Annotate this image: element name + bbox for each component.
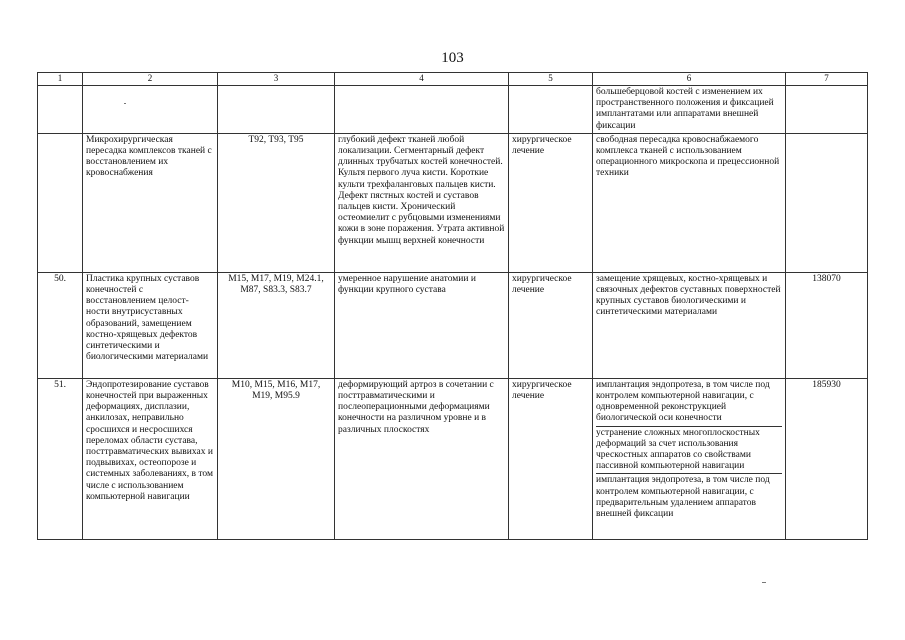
procedure-name [83,86,218,134]
patient-model: умеренное нарушение анатомии и функции крупного сустава [335,272,509,378]
price [786,86,868,134]
price: 138070 [786,272,868,378]
patient-model: глубокий дефект тканей любой локализации. Сегментарный дефект длинных трубчатых костей конечностей. Культя первого луча кисти. Короткие культи трехфаланговых пальцев кисти. Дефект пястных костей и суставов пальцев кисти. Хронический остеомиелит с рубцовыми изменениями кожи в зоне поражения. Утрата активной функции мышц верхней конечности [335,133,509,272]
scan-speck [762,582,766,583]
column-header: 4 [335,73,509,86]
table-row [38,133,868,272]
table-row [38,272,868,378]
diagnosis-codes: M10, M15, M16, M17, M19, M95.9 [218,378,335,539]
column-header: 7 [786,73,868,86]
treatment-methods-cell [593,378,786,539]
table-row [38,378,868,539]
treatment-method: свободная пересадка кровоснабжаемого комплекса тканей с использованием операционного микроскопа и прецессионной техники [593,133,786,272]
treatment-method: большеберцовой костей с изменением их пространственного положения и фиксацией имплантатами или аппаратами внешней фиксации [593,86,786,134]
price: 185930 [786,378,868,539]
treatment-type: хирургическое лечение [509,378,593,539]
diagnosis-codes: M15, M17, M19, M24.1, M87, S83.3, S83.7 [218,272,335,378]
procedure-name: Микрохирургическая пересадка комплексов тканей с восстановлением их кровоснабжения [83,133,218,272]
diagnosis-codes: T92, T93, T95 [218,133,335,272]
treatment-method: замещение хрящевых, костно-хрящевых и связочных дефектов суставных поверхностей крупных суставов биологическими и синтетическими материалами [593,272,786,378]
diagnosis-codes [218,86,335,134]
column-header: 3 [218,73,335,86]
page-number: 103 [441,50,464,66]
procedure-name: Эндопротезирование суставов конечностей при выраженных деформациях, дисплазии, анкилозах, неправильно сросшихся и несросшихся переломах области сустава, посттравматических вывихах и подвывихах, остеопорозе и системных заболеваниях, в том числе с использованием компьютерной навигации [83,378,218,539]
treatment-type: хирургическое лечение [509,133,593,272]
row-number: 51. [38,378,83,539]
table-row [38,86,868,134]
treatment-method: имплантация эндопротеза, в том числе под контролем компьютерной навигации, с одновременной реконструкцией биологической оси конечности [596,380,782,427]
treatment-method: имплантация эндопротеза, в том числе под контролем компьютерной навигации, с предварительным удалением аппаратов внешней фиксации [596,475,770,520]
row-number [38,133,83,272]
row-number [38,86,83,134]
table-header-row [38,73,868,86]
row-number: 50. [38,272,83,378]
column-header: 6 [593,73,786,86]
patient-model [335,86,509,134]
column-header: 5 [509,73,593,86]
medical-procedures-table [37,72,868,540]
treatment-type: хирургическое лечение [509,272,593,378]
price [786,133,868,272]
treatment-method: устранение сложных многоплоскостных деформаций за счет использования чрескостных аппаратов со свойствами пассивной компьютерной навигации [596,427,782,475]
patient-model: деформирующий артроз в сочетании с посттравматическими и послеоперационными деформациями конечности на различном уровне и в различных плоскостях [335,378,509,539]
scan-speck [124,103,126,104]
column-header: 1 [38,73,83,86]
column-header: 2 [83,73,218,86]
treatment-type [509,86,593,134]
procedure-name: Пластика крупных суставов конечностей с восстановлением целост- ности внутрисуставных образований, замещением костно-хрящевых дефектов синтетическими и биологическими материалами [83,272,218,378]
